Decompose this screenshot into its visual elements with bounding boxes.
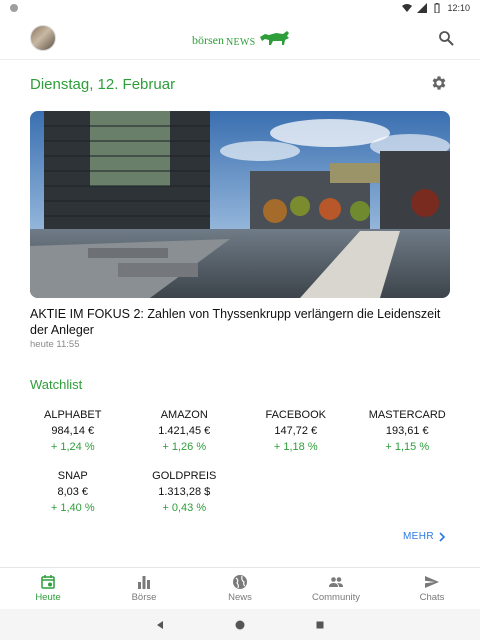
stock-price: 147,72 € — [274, 425, 318, 437]
bull-logo-icon — [258, 28, 292, 48]
system-navigation-bar — [0, 609, 480, 640]
stock-price: 1.313,28 $ — [158, 486, 211, 498]
watchlist-item-goldpreis[interactable] — [129, 469, 241, 516]
recents-square-icon — [315, 620, 325, 630]
today-icon — [40, 574, 56, 590]
watchlist-item-mastercard[interactable] — [352, 408, 464, 455]
watchlist-grid — [17, 408, 463, 516]
back-triangle-icon — [155, 620, 165, 630]
search-icon — [438, 30, 454, 46]
stock-name: FACEBOOK — [265, 409, 327, 421]
stock-change: + 1,26 % — [162, 441, 207, 453]
watchlist-item-amazon[interactable] — [129, 408, 241, 455]
stock-price: 984,14 € — [51, 425, 95, 437]
nav-label-chats: Chats — [419, 592, 445, 603]
article-photo — [30, 111, 450, 298]
recents-button[interactable] — [313, 618, 327, 632]
notification-icon — [10, 4, 18, 12]
stock-change: + 1,24 % — [50, 441, 95, 453]
date-label: Dienstag, 12. Februar — [30, 75, 176, 93]
nav-label-boerse: Börse — [131, 592, 157, 603]
signal-icon — [417, 3, 427, 13]
stock-change: + 0,43 % — [162, 502, 207, 514]
stock-price: 8,03 € — [57, 486, 89, 498]
globe-icon — [232, 574, 248, 590]
nav-item-boerse[interactable] — [96, 568, 192, 609]
settings-button[interactable] — [430, 74, 450, 94]
status-bar — [0, 0, 480, 16]
nav-item-community[interactable] — [288, 568, 384, 609]
stock-change: + 1,18 % — [273, 441, 318, 453]
logo-text-news: NEWS — [226, 37, 256, 48]
watchlist-item-snap[interactable] — [17, 469, 129, 516]
wifi-icon — [402, 3, 412, 13]
avatar[interactable] — [30, 25, 56, 51]
stock-name: SNAP — [57, 470, 88, 482]
home-circle-icon — [234, 619, 246, 631]
back-button[interactable] — [153, 618, 167, 632]
nav-label-news: News — [228, 592, 252, 603]
search-button[interactable] — [436, 28, 456, 48]
app-bar — [0, 16, 480, 60]
logo-text-boersen: börsen — [192, 33, 224, 47]
watchlist-item-alphabet[interactable] — [17, 408, 129, 455]
stock-price: 193,61 € — [385, 425, 429, 437]
article-image[interactable] — [30, 111, 450, 298]
battery-icon — [432, 3, 442, 13]
stock-change: + 1,15 % — [385, 441, 430, 453]
date-row — [30, 72, 450, 96]
stock-name: ALPHABET — [44, 409, 102, 421]
bottom-navigation — [0, 567, 480, 609]
nav-item-heute[interactable] — [0, 568, 96, 609]
watchlist-title[interactable]: Watchlist — [30, 377, 83, 392]
gear-icon — [430, 74, 448, 92]
nav-item-news[interactable] — [192, 568, 288, 609]
nav-item-chats[interactable] — [384, 568, 480, 609]
stock-name: GOLDPREIS — [152, 470, 217, 482]
article-headline[interactable]: AKTIE IM FOKUS 2: Zahlen von Thyssenkrupp verlängern die Leidenszeit der Anleger — [30, 307, 441, 337]
home-button[interactable] — [233, 618, 247, 632]
chevron-right-icon — [438, 532, 446, 542]
more-button[interactable] — [403, 531, 446, 542]
stock-price: 1.421,45 € — [158, 425, 211, 437]
watchlist-item-facebook[interactable] — [240, 408, 352, 455]
more-label: MEHR — [402, 531, 434, 542]
people-icon — [328, 574, 344, 590]
app-logo — [192, 28, 292, 48]
article-time: heute 11:55 — [30, 339, 80, 350]
stock-change: + 1,40 % — [50, 502, 95, 514]
nav-label-heute: Heute — [35, 592, 61, 603]
bar-chart-icon — [136, 574, 152, 590]
stock-name: AMAZON — [160, 409, 208, 421]
status-time: 12:10 — [447, 3, 470, 13]
send-icon — [424, 574, 440, 590]
nav-label-community: Community — [311, 592, 361, 603]
stock-name: MASTERCARD — [368, 409, 446, 421]
